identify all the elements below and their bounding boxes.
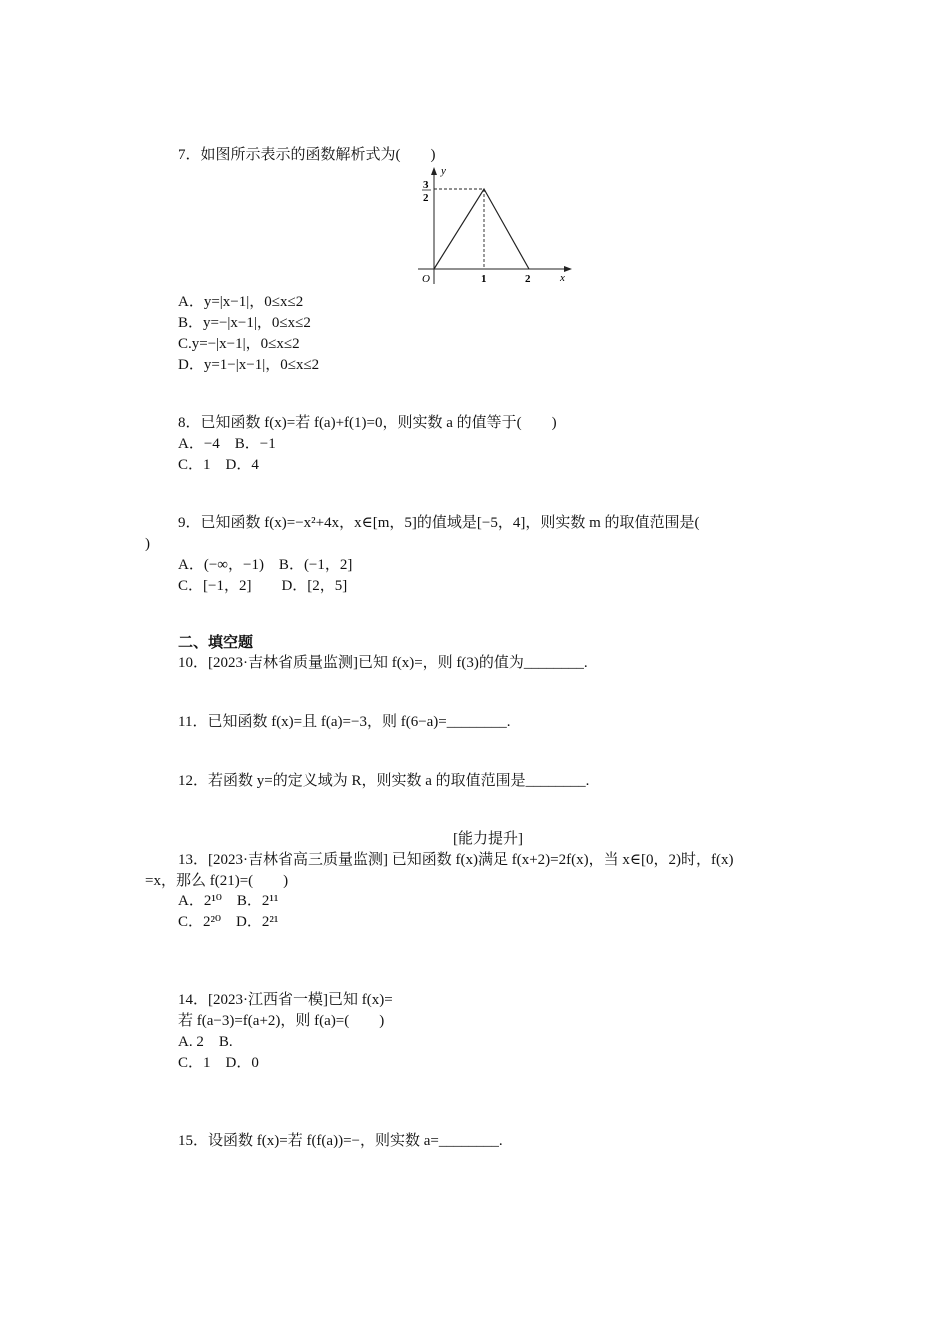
q14-options-row1: A. 2 B. bbox=[178, 1034, 233, 1050]
q8-options-row1: A．−4 B．−1 bbox=[178, 436, 276, 452]
q9-stem: 9．已知函数 f(x)=−x²+4x，x∈[m，5]的值域是[−5，4]，则实数 m 的取值范围是( bbox=[178, 515, 700, 531]
q8-stem: 8．已知函数 f(x)=若 f(a)+f(1)=0，则实数 a 的值等于( ) bbox=[178, 415, 557, 431]
q14-options-row2: C．1 D．0 bbox=[178, 1055, 259, 1071]
q11: 11．已知函数 f(x)=且 f(a)=−3，则 f(6−a)=________. bbox=[178, 714, 511, 730]
q9-options-row2: C．[−1，2] D．[2，5] bbox=[178, 578, 348, 594]
q7-stem: 7．如图所示表示的函数解析式为( ) bbox=[178, 147, 436, 163]
q13-options-row1: A．2¹⁰ B．2¹¹ bbox=[178, 893, 279, 909]
q14-stem: 14．[2023·江西省一模]已知 f(x)= bbox=[178, 992, 393, 1008]
q13-stem: 13．[2023·吉林省高三质量监测] 已知函数 f(x)满足 f(x+2)=2f(x)，当 x∈[0，2)时，f(x) bbox=[178, 852, 734, 868]
q7-function-graph bbox=[410, 162, 575, 288]
tick-label-1: 1 bbox=[481, 273, 487, 285]
tick-label-2: 2 bbox=[525, 273, 531, 285]
q7-option-a: A．y=|x−1|，0≤x≤2 bbox=[178, 294, 304, 310]
q7-option-c: C.y=−|x−1|，0≤x≤2 bbox=[178, 336, 300, 352]
q7-option-d: D．y=1−|x−1|，0≤x≤2 bbox=[178, 357, 320, 373]
q9-options-row1: A．(−∞，−1) B．(−1，2] bbox=[178, 557, 353, 573]
section-heading-ability: [能力提升] bbox=[453, 831, 523, 847]
q7-option-b: B．y=−|x−1|，0≤x≤2 bbox=[178, 315, 311, 331]
peak-numerator: 3 bbox=[423, 179, 429, 191]
x-axis-arrow-icon bbox=[564, 266, 572, 272]
section-heading-fill-in: 二、填空题 bbox=[178, 635, 254, 651]
q13-options-row2: C．2²⁰ D．2²¹ bbox=[178, 914, 279, 930]
q10: 10．[2023·吉林省质量监测]已知 f(x)=，则 f(3)的值为________. bbox=[178, 655, 588, 671]
function-line bbox=[434, 189, 529, 269]
origin-label: O bbox=[422, 273, 430, 285]
q14-stem-continued: 若 f(a−3)=f(a+2)，则 f(a)=( ) bbox=[178, 1013, 385, 1029]
y-axis-arrow-icon bbox=[431, 167, 437, 175]
q8-options-row2: C．1 D．4 bbox=[178, 457, 259, 473]
peak-denominator: 2 bbox=[423, 192, 429, 204]
q9-stem-continued: ) bbox=[145, 536, 150, 552]
q12: 12．若函数 y=的定义域为 R，则实数 a 的取值范围是________. bbox=[178, 773, 590, 789]
q13-stem-continued: =x，那么 f(21)=( ) bbox=[145, 873, 289, 889]
y-axis-label: y bbox=[441, 165, 446, 177]
q15: 15．设函数 f(x)=若 f(f(a))=−，则实数 a=________. bbox=[178, 1133, 503, 1149]
x-axis-label: x bbox=[560, 272, 565, 284]
